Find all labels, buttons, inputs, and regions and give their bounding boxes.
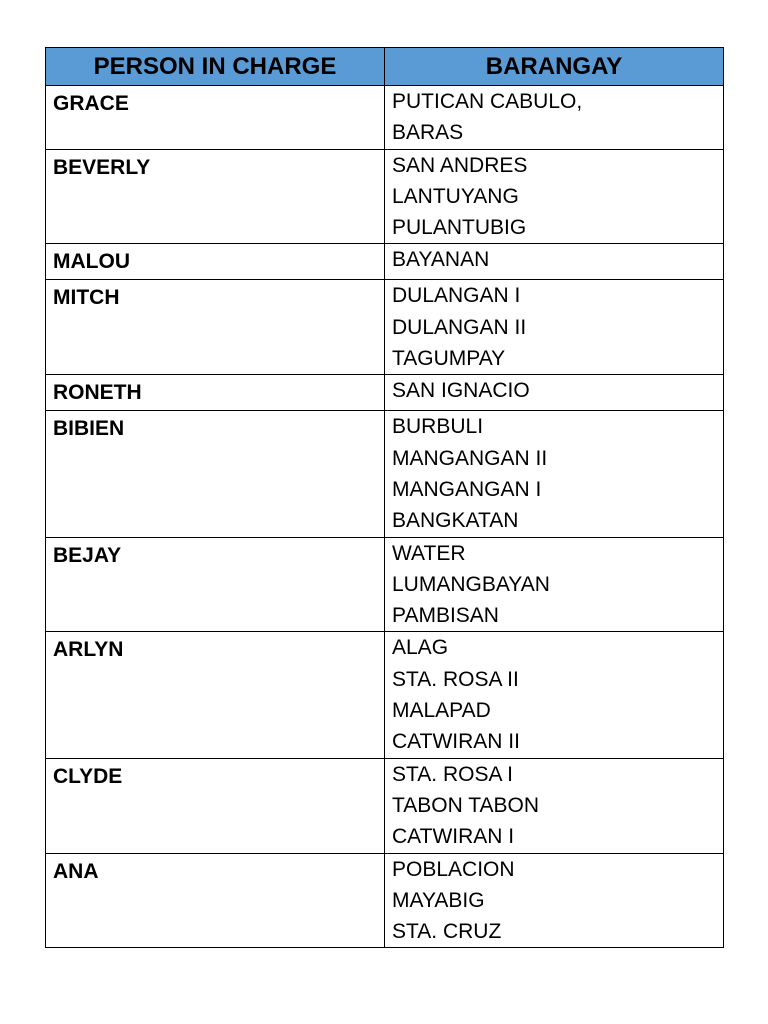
barangay-name: TABON TABON xyxy=(392,793,540,817)
person-in-charge-cell: BEVERLY xyxy=(46,149,385,244)
barangay-cell xyxy=(385,411,724,537)
column-header-barangay: BARANGAY xyxy=(385,48,724,86)
table-row xyxy=(46,632,724,758)
barangay-name: BARAS xyxy=(392,121,464,145)
table-row xyxy=(46,537,724,632)
barangay-cell xyxy=(385,375,724,411)
barangay-name: PULANTUBIG xyxy=(392,216,527,240)
person-in-charge-cell: RONETH xyxy=(46,375,385,411)
person-in-charge-cell: MALOU xyxy=(46,244,385,280)
table-body xyxy=(46,86,724,948)
table-row xyxy=(46,244,724,280)
barangay-cell xyxy=(385,537,724,632)
barangay-name: SAN ANDRES xyxy=(392,153,528,177)
table-row xyxy=(46,86,724,150)
person-in-charge-cell: ARLYN xyxy=(46,632,385,758)
barangay-name: MANGANGAN II xyxy=(392,446,548,470)
person-in-charge-cell: BEJAY xyxy=(46,537,385,632)
person-in-charge-cell: ANA xyxy=(46,853,385,948)
barangay-name: STA. ROSA I xyxy=(392,762,513,786)
barangay-cell xyxy=(385,86,724,150)
barangay-name: BAYANAN xyxy=(392,248,490,272)
person-in-charge-cell: BIBIEN xyxy=(46,411,385,537)
barangay-name: POBLACION xyxy=(392,857,515,881)
barangay-cell xyxy=(385,758,724,853)
barangay-name: BURBULI xyxy=(392,415,484,439)
barangay-name: STA. ROSA II xyxy=(392,667,519,691)
person-in-charge-cell: MITCH xyxy=(46,280,385,375)
barangay-name: DULANGAN II xyxy=(392,315,527,339)
barangay-cell xyxy=(385,149,724,244)
barangay-name: CATWIRAN II xyxy=(392,730,520,754)
barangay-name: WATER xyxy=(392,541,466,565)
barangay-name: STA. CRUZ xyxy=(392,920,502,944)
barangay-name: PUTICAN CABULO, xyxy=(392,90,583,113)
barangay-name: LANTUYANG xyxy=(392,184,519,208)
barangay-cell xyxy=(385,853,724,948)
table-row xyxy=(46,149,724,244)
header-row xyxy=(46,48,724,86)
barangay-name: MAYABIG xyxy=(392,888,485,912)
table-row xyxy=(46,280,724,375)
barangay-name: MALAPAD xyxy=(392,699,491,723)
barangay-name: DULANGAN I xyxy=(392,284,521,308)
person-in-charge-cell: CLYDE xyxy=(46,758,385,853)
barangay-cell xyxy=(385,632,724,758)
table-row xyxy=(46,853,724,948)
table-row xyxy=(46,758,724,853)
barangay-name: SAN IGNACIO xyxy=(392,379,530,403)
barangay-name: LUMANGBAYAN xyxy=(392,572,550,596)
barangay-name: CATWIRAN I xyxy=(392,825,515,849)
barangay-name: MANGANGAN I xyxy=(392,477,542,501)
barangay-cell xyxy=(385,280,724,375)
person-in-charge-cell: GRACE xyxy=(46,86,385,150)
barangay-name: PAMBISAN xyxy=(392,604,499,628)
table-header xyxy=(46,48,724,86)
barangay-name: TAGUMPAY xyxy=(392,347,506,371)
column-header-person-in-charge: PERSON IN CHARGE xyxy=(46,48,385,86)
barangay-name: ALAG xyxy=(392,636,449,660)
table-row xyxy=(46,375,724,411)
table-row xyxy=(46,411,724,537)
assignment-table xyxy=(45,47,724,948)
barangay-name: BANGKATAN xyxy=(392,509,519,533)
barangay-cell xyxy=(385,244,724,280)
